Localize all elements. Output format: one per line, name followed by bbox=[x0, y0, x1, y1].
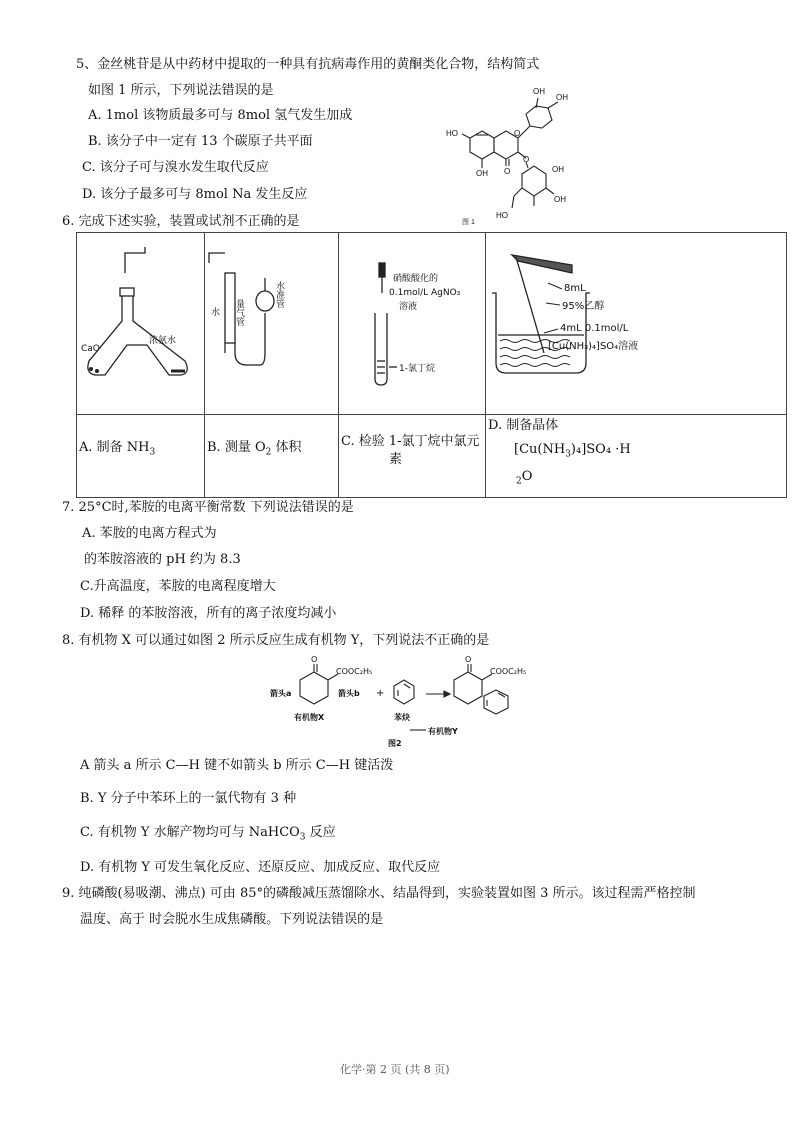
fig2-plus: + bbox=[376, 688, 385, 699]
q6-cell-c-caption bbox=[339, 415, 486, 498]
q5-option-d: D. 该分子最多可与 8mol Na 发生反应 bbox=[82, 187, 308, 202]
fig1-label-oh4: OH bbox=[552, 165, 564, 174]
fig2-ester-y: COOC₂H₅ bbox=[490, 667, 527, 676]
q6-cell-d-caption bbox=[486, 415, 787, 498]
q7-option-b: 的苯胺溶液的 pH 约为 8.3 bbox=[84, 552, 241, 567]
fig1-label-oh3: OH bbox=[476, 169, 488, 178]
fig2-oxygen-1: O bbox=[311, 655, 318, 664]
fig2-arrow-a: 箭头a bbox=[270, 689, 292, 698]
q5-option-a: A. 1mol 该物质最多可与 8mol 氢气发生加成 bbox=[88, 108, 353, 123]
q8-stem: 8. 有机物 X 可以通过如图 2 所示反应生成有机物 Y，下列说法不正确的是 bbox=[62, 633, 490, 648]
apparatus-b bbox=[205, 233, 338, 410]
q8-option-b: B. Y 分子中苯环上的一氯代物有 3 种 bbox=[80, 791, 297, 806]
q6-cell-a-figure bbox=[77, 233, 205, 415]
fig2-label-y: 有机物Y bbox=[428, 727, 458, 736]
q5-option-b: B. 该分子中一定有 13 个碳原子共平面 bbox=[88, 134, 313, 149]
q7-option-d: D. 稀释 的苯胺溶液，所有的离子浓度均减小 bbox=[80, 606, 337, 621]
figure-2-reaction bbox=[250, 652, 530, 750]
fig-d-volume-2: 4mL 0.1mol/L bbox=[560, 323, 629, 334]
fig1-label-oh2: OH bbox=[556, 93, 568, 102]
apparatus-d bbox=[486, 233, 786, 410]
q8-option-d: D. 有机物 Y 可发生氧化反应、还原反应、加成反应、取代反应 bbox=[80, 860, 441, 875]
fig1-label-o1: O bbox=[504, 167, 511, 176]
fig2-oxygen-2: O bbox=[465, 655, 472, 664]
q7-stem: 7. 25°C时,苯胺的电离平衡常数 下列说法错误的是 bbox=[62, 500, 354, 515]
q7-option-c: C.升高温度，苯胺的电离程度增大 bbox=[80, 579, 276, 594]
fig2-arrow-b: 箭头b bbox=[338, 689, 360, 698]
q6-caption-c: C. 检验 1-氯丁烷中氯元 素 bbox=[341, 434, 480, 467]
q6-stem: 6. 完成下述实验，装置或试剂不正确的是 bbox=[62, 214, 300, 229]
fig1-label-o2: O bbox=[514, 129, 521, 138]
q6-caption-d: D. 制备晶体 $[Cu(NH_3)_4]SO_4 \cdot H$ $_2$O bbox=[488, 418, 631, 487]
fig1-label-ho1: HO bbox=[446, 129, 458, 138]
fig1-caption: 图 1 bbox=[462, 219, 475, 226]
q9-stem-line-1: 9. 纯磷酸(易吸潮、沸点) 可由 85°的磷酸减压蒸馏除水、结晶得到，实验装置如图 3 所示。该过程需严格控制 bbox=[62, 886, 696, 901]
q5-stem: 5、金丝桃苷是从中药材中提取的一种具有抗病毒作用的黄酮类化合物，结构简式 bbox=[76, 57, 540, 72]
fig-d-ethanol: 95%乙醇 bbox=[562, 301, 605, 312]
fig2-ester-x: COOC₂H₅ bbox=[336, 667, 373, 676]
q6-cell-c-figure bbox=[339, 233, 486, 415]
apparatus-a bbox=[77, 233, 204, 410]
fig-c-reagent-3: 溶液 bbox=[399, 302, 418, 312]
fig1-label-ho2: HO bbox=[496, 211, 508, 220]
q8-option-a: A 箭头 a 所示 C—H 键不如箭头 b 所示 C—H 键活泼 bbox=[80, 758, 394, 773]
fig-c-reagent-1: 硝酸酸化的 bbox=[393, 274, 439, 284]
fig1-label-oh5: OH bbox=[554, 195, 566, 204]
fig-b-gas-tube: 量气管 bbox=[234, 299, 244, 326]
q6-cell-d-figure bbox=[486, 233, 787, 415]
q6-cell-b-figure bbox=[205, 233, 339, 415]
fig2-label-benzyne: 苯炔 bbox=[394, 713, 410, 722]
q6-cell-b-caption bbox=[205, 415, 339, 498]
fig1-label-oh1: OH bbox=[533, 87, 545, 96]
figure-1-structure bbox=[430, 78, 580, 228]
q6-caption-a: A. 制备 $NH_3$ bbox=[79, 440, 156, 458]
fig2-label-x: 有机物X bbox=[294, 713, 325, 722]
q6-cell-a-caption bbox=[77, 415, 205, 498]
q6-apparatus-table bbox=[76, 232, 787, 498]
fig-b-water: 水 bbox=[211, 308, 221, 318]
fig-c-reagent-2: 0.1mol/L AgNO₃ bbox=[389, 288, 461, 298]
apparatus-c bbox=[339, 233, 485, 410]
fig1-label-o3: O bbox=[523, 155, 530, 164]
fig2-caption: 图2 bbox=[388, 739, 402, 748]
q6-caption-b: B. 测量 $O_2$ 体积 bbox=[207, 440, 302, 458]
fig-d-volume-1: 8mL bbox=[564, 283, 586, 294]
q9-stem-line-2: 温度、高于 时会脱水生成焦磷酸。下列说法错误的是 bbox=[80, 912, 384, 927]
q8-option-c: C. 有机物 Y 水解产物均可与 NaHCO$_3$ 反应 bbox=[80, 825, 336, 843]
fig-d-solution: [Cu(NH₃)₄]SO₄溶液 bbox=[548, 341, 639, 352]
fig-a-ammonia: 浓氨水 bbox=[149, 336, 177, 346]
q7-option-a: A. 苯胺的电离方程式为 bbox=[82, 526, 217, 541]
fig-b-level-tube: 水准管 bbox=[274, 281, 284, 308]
fig-a-cao: CaO bbox=[81, 344, 100, 354]
q5-option-c: C. 该分子可与溴水发生取代反应 bbox=[82, 160, 269, 175]
page-footer: 化学·第 2 页 (共 8 页) bbox=[340, 1063, 450, 1076]
fig-c-sample: 1-氯丁烷 bbox=[399, 364, 435, 374]
q5-stem-2: 如图 1 所示，下列说法错误的是 bbox=[88, 83, 274, 98]
